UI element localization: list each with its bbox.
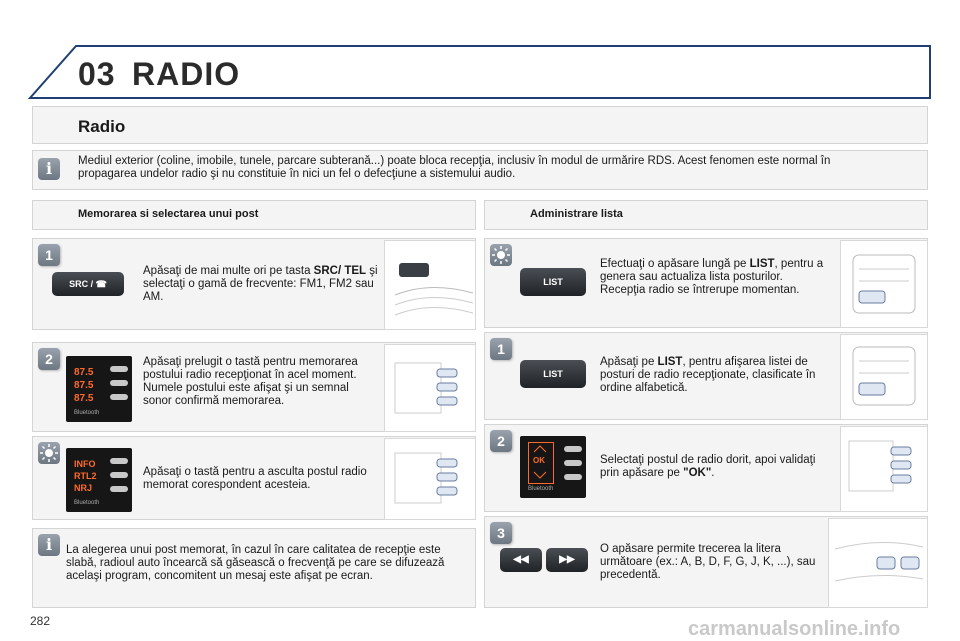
preset-keys-sketch xyxy=(385,439,475,519)
right-column-heading: Administrare lista xyxy=(530,208,623,220)
section-title: Radio xyxy=(78,117,126,136)
station-line: NRJ xyxy=(74,483,93,493)
info-text-bottom: La alegerea unui post memorat, în cazul în care calitatea de recepţie este slabă, radioul auto încearcă să găsească o frecvenţă pe care se difuzează acelaşi program, concomitent un mesaj este afişat pe ecran. xyxy=(66,544,445,582)
step-badge: 1 xyxy=(38,244,60,266)
bluetooth-label: Bluetooth xyxy=(528,486,554,492)
step-badge: 1 xyxy=(490,338,512,360)
preset-key[interactable] xyxy=(110,394,128,400)
preset-key[interactable] xyxy=(110,472,128,478)
src-tel-button[interactable]: SRC / ☎ xyxy=(52,272,124,296)
watermark: carmanualsonline.info xyxy=(688,618,901,640)
left-step3-text: Apăsaţi o tastă pentru a asculta postul radio memorat corespondent acesteia. xyxy=(143,466,367,491)
preset-key[interactable] xyxy=(564,446,582,452)
station-list xyxy=(74,458,97,494)
step-badge: 3 xyxy=(490,522,512,544)
left-column-heading: Memorarea si selectarea unui post xyxy=(78,208,259,220)
preset-list xyxy=(74,366,93,405)
sun-icon xyxy=(38,442,60,464)
list-button[interactable]: LIST xyxy=(520,360,586,388)
info-text-top: Mediul exterior (coline, imobile, tunele, parcare subterană...) poate bloca recepţia, inclusiv în modul de urmărire RDS. Acest fenomen este normal în propagarea undelor radio şi nu constituie în nici un fel o defecţiune a sistemului audio. xyxy=(78,155,831,180)
long-press-badge xyxy=(38,442,60,464)
list-button-sketch xyxy=(841,241,927,327)
step-badge: 2 xyxy=(38,348,60,370)
preset-line: 87.5 xyxy=(74,393,94,404)
station-line: INFO xyxy=(74,459,96,469)
bluetooth-label: Bluetooth xyxy=(74,500,100,506)
seek-panel-sketch xyxy=(829,519,927,607)
preset-illustration xyxy=(384,438,476,520)
preset-screen xyxy=(66,356,132,422)
right-step-long-text: Efectuaţi o apăsare lungă pe LIST, pentru a genera sau actualiza lista posturilor. Recepţia radio se întrerupe momentan. xyxy=(600,258,824,296)
section-title-panel xyxy=(32,106,928,144)
sun-icon xyxy=(490,244,512,266)
info-icon: i xyxy=(38,534,60,556)
info-icon: i xyxy=(38,158,60,180)
chapter-number: 03 xyxy=(78,56,116,92)
preset-key[interactable] xyxy=(110,366,128,372)
preset-line: 87.5 xyxy=(74,367,94,378)
preset-line: 87.5 xyxy=(74,380,94,391)
list-illustration xyxy=(840,334,928,420)
ok-screen xyxy=(520,436,586,498)
right-step1-text: Apăsaţi pe LIST, pentru afişarea listei de posturi de radio recepţionate, clasificate în ordine alfabetică. xyxy=(600,356,816,394)
preset-key[interactable] xyxy=(110,458,128,464)
list-button[interactable]: LIST xyxy=(520,268,586,296)
left-step1-text: Apăsaţi de mai multe ori pe tasta SRC/ TEL şi selectaţi o gamă de frecvente: FM1, FM2 sau AM. xyxy=(143,265,378,303)
preset-illustration xyxy=(384,344,476,432)
seek-forward-button[interactable]: ▶▶ xyxy=(546,548,588,572)
preset-keys-sketch xyxy=(385,345,475,431)
long-press-badge xyxy=(490,244,512,266)
station-screen xyxy=(66,448,132,512)
list-illustration xyxy=(840,240,928,328)
src-illustration xyxy=(384,240,476,330)
preset-illustration xyxy=(840,426,928,512)
seek-back-button[interactable]: ◀◀ xyxy=(500,548,542,572)
control-panel-sketch xyxy=(385,241,475,329)
preset-key[interactable] xyxy=(564,474,582,480)
seek-illustration xyxy=(828,518,928,608)
page-number: 282 xyxy=(30,614,51,628)
preset-key[interactable] xyxy=(110,380,128,386)
ok-label[interactable]: OK xyxy=(533,456,545,465)
right-step2-text: Selectaţi postul de radio dorit, apoi validaţi prin apăsare pe "OK". xyxy=(600,454,816,479)
preset-key[interactable] xyxy=(564,460,582,466)
bluetooth-label: Bluetooth xyxy=(74,410,100,416)
preset-keys-sketch xyxy=(841,427,927,511)
chapter-title: RADIO xyxy=(132,56,241,92)
preset-key[interactable] xyxy=(110,486,128,492)
station-line: RTL2 xyxy=(74,471,97,481)
left-step2-text: Apăsaţi prelugit o tastă pentru memorarea postului radio recepţionat în acel moment. Numele postului este afişat şi un semnal sonor confirmă memorarea. xyxy=(143,356,358,407)
list-button-sketch xyxy=(841,335,927,419)
step-badge: 2 xyxy=(490,430,512,452)
right-step3-text: O apăsare permite trecerea la litera următoare (ex.: A, B, D, F, G, J, K, ...), sau precedentă. xyxy=(600,543,816,581)
